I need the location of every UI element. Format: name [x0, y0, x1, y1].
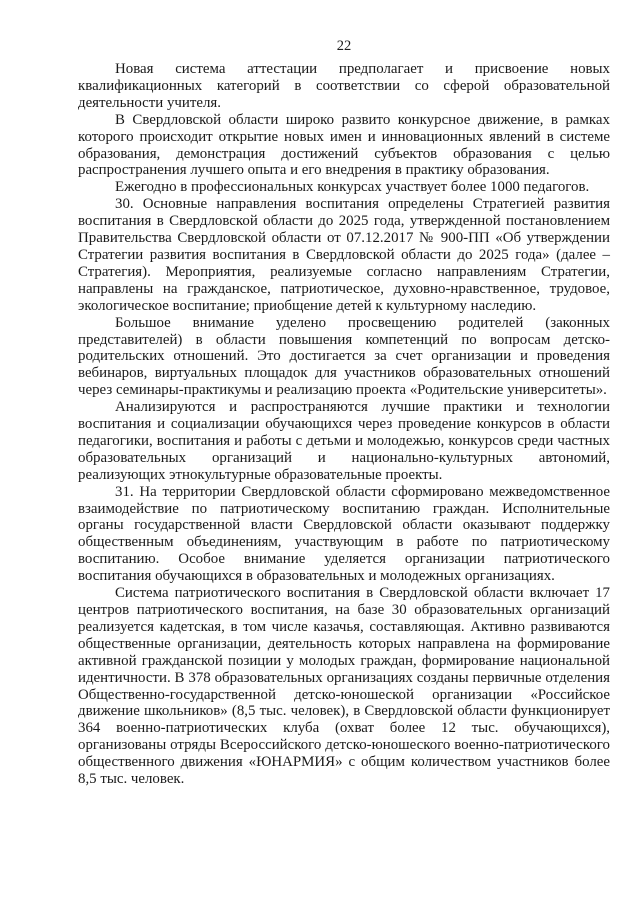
paragraph-section-30: 30. Основные направления воспитания определены Стратегией развития воспитания в Свердловской области до 2025 года, утвержденной постановлением Правительства Свердловской области от 07.12.2017 № 900-ПП «Об утверждении Стратегии развития воспитания в Свердловской области до 2025 года» (далее – Стратегия). Мероприятия, реализуемые согласно направлениям Стратегии, направлены на гражданское, патриотическое, духовно-нравственное, трудовое, экологическое воспитание; приобщение детей к культурному наследию. [78, 196, 610, 314]
document-body [78, 61, 610, 788]
page-number: 22 [336, 38, 352, 54]
paragraph-section-31: 31. На территории Свердловской области сформировано межведомственное взаимодействие по патриотическому воспитанию граждан. Исполнительные органы государственной власти Свердловской области оказывают поддержку общественным объединениям, участвующим в работе по патриотическому воспитанию. Особое внимание уделяется организации патриотического воспитания обучающихся в образовательных и молодежных организациях. [78, 483, 610, 585]
paragraph-annual-contests: Ежегодно в профессиональных конкурсах участвует более 1000 педагогов. [115, 179, 590, 196]
paragraph-competition-movement: В Свердловской области широко развито конкурсное движение, в рамках которого происходит открытие новых имен и инновационных явлений в системе образования, демонстрация достижений субъектов образования с целью распространения лучшего опыта и его внедрения в практику образования. [78, 111, 610, 179]
paragraph-patriotic-system: Система патриотического воспитания в Свердловской области включает 17 центров патриотического воспитания, на базе 30 образовательных организаций реализуется кадетская, в том числе казачья, составляющая. Активно развиваются общественные организации, деятельность которых направлена на формирование активной гражданской позиции у молодых граждан, формирование национальной идентичности. В 378 образовательных организациях созданы первичные отделения Общественно-государственной детско-юношеской организации «Российское движение школьников» (8,5 тыс. человек), в Свердловской области функционирует 364 военно-патриотических клуба (охват более 12 тыс. обучающихся), организованы отряды Всероссийского детско-юношеского военно-патриотического общественного движения «ЮНАРМИЯ» с общим количеством участников более 8,5 тыс. человек. [78, 585, 610, 788]
paragraph-attestation: Новая система аттестации предполагает и присвоение новых квалификационных категорий в соответствии со сферой образовательной деятельности учителя. [78, 61, 610, 111]
paragraph-best-practices: Анализируются и распространяются лучшие практики и технологии воспитания и социализации обучающихся через проведение конкурсов в области педагогики, воспитания и работы с детьми и молодежью, конкурсов среди частных образовательных организаций и национально-культурных автономий, реализующих этнокультурные образовательные проекты. [78, 399, 610, 483]
paragraph-parent-education: Большое внимание уделено просвещению родителей (законных представителей) в области повышения компетенций по вопросам детско-родительских отношений. Это достигается за счет организации и проведения вебинаров, виртуальных площадок для участников образовательных отношений через семинары-практикумы и реализацию проекта «Родительские университеты». [78, 314, 610, 399]
